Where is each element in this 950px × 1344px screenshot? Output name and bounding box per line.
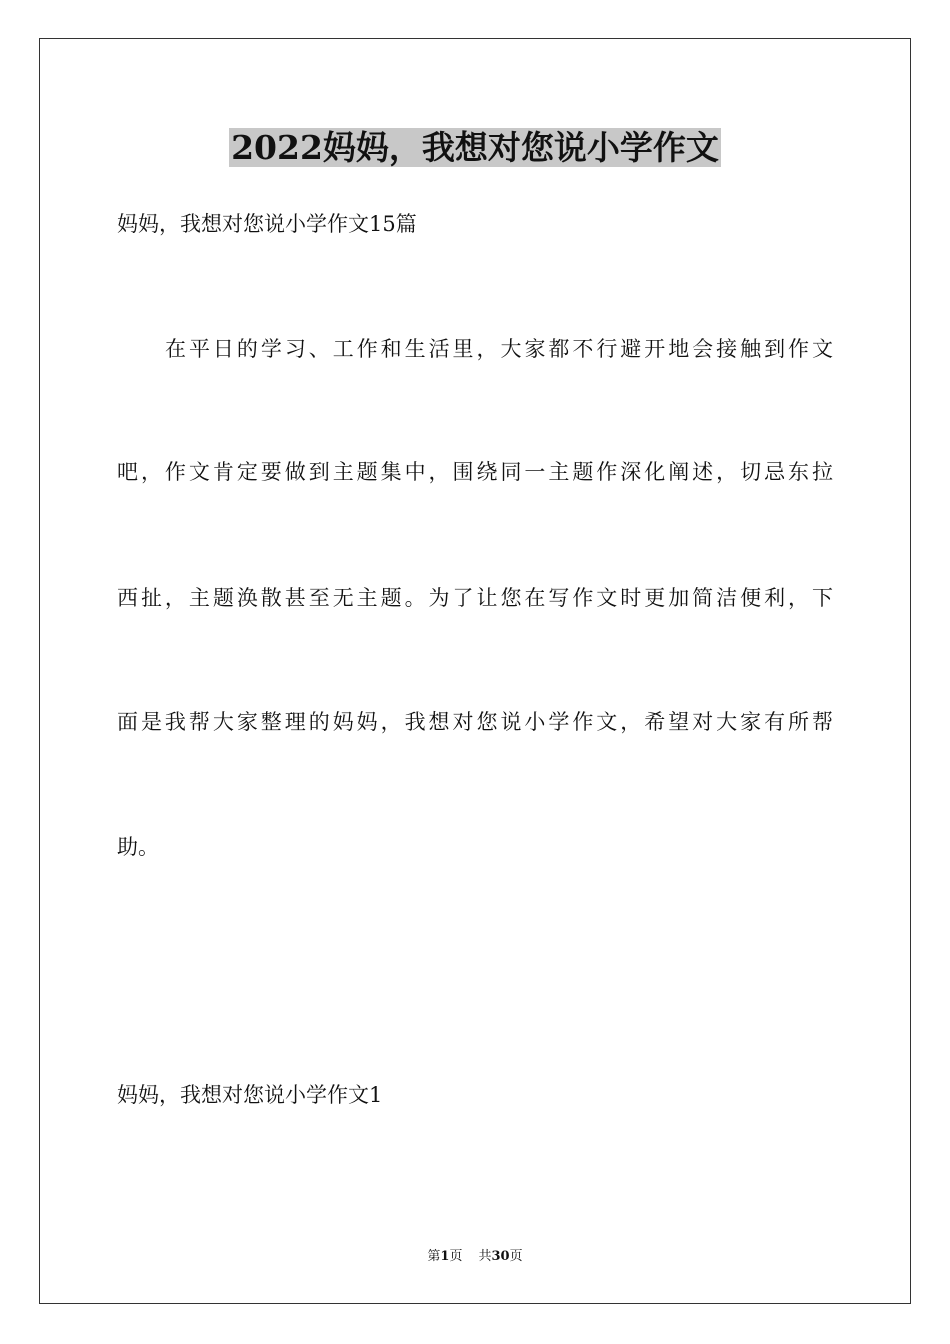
body-line: 西扯，主题涣散甚至无主题。为了让您在写作文时更加简洁便利，下 — [117, 586, 833, 610]
footer-total-suffix: 页 — [509, 1249, 523, 1264]
footer-page-prefix: 第 — [427, 1249, 441, 1264]
page-footer — [0, 1248, 950, 1266]
footer-total-prefix: 共 — [478, 1249, 492, 1264]
body-line: 吧，作文肯定要做到主题集中，围绕同一主题作深化阐述，切忌东拉 — [117, 460, 833, 484]
section-heading: 妈妈，我想对您说小学作文1 — [117, 1083, 383, 1107]
footer-total-pages: 30 — [491, 1249, 510, 1264]
body-line: 在平日的学习、工作和生活里，大家都不行避开地会接触到作文 — [165, 337, 833, 361]
footer-page-suffix: 页 — [449, 1249, 463, 1264]
document-title — [0, 128, 950, 168]
body-line: 助。 — [117, 835, 159, 859]
body-line: 面是我帮大家整理的妈妈，我想对您说小学作文，希望对大家有所帮 — [117, 710, 833, 734]
document-subtitle: 妈妈，我想对您说小学作文15篇 — [117, 212, 417, 236]
footer-page-number: 1 — [440, 1249, 450, 1264]
document-title-text: 2022妈妈，我想对您说小学作文 — [231, 128, 719, 167]
